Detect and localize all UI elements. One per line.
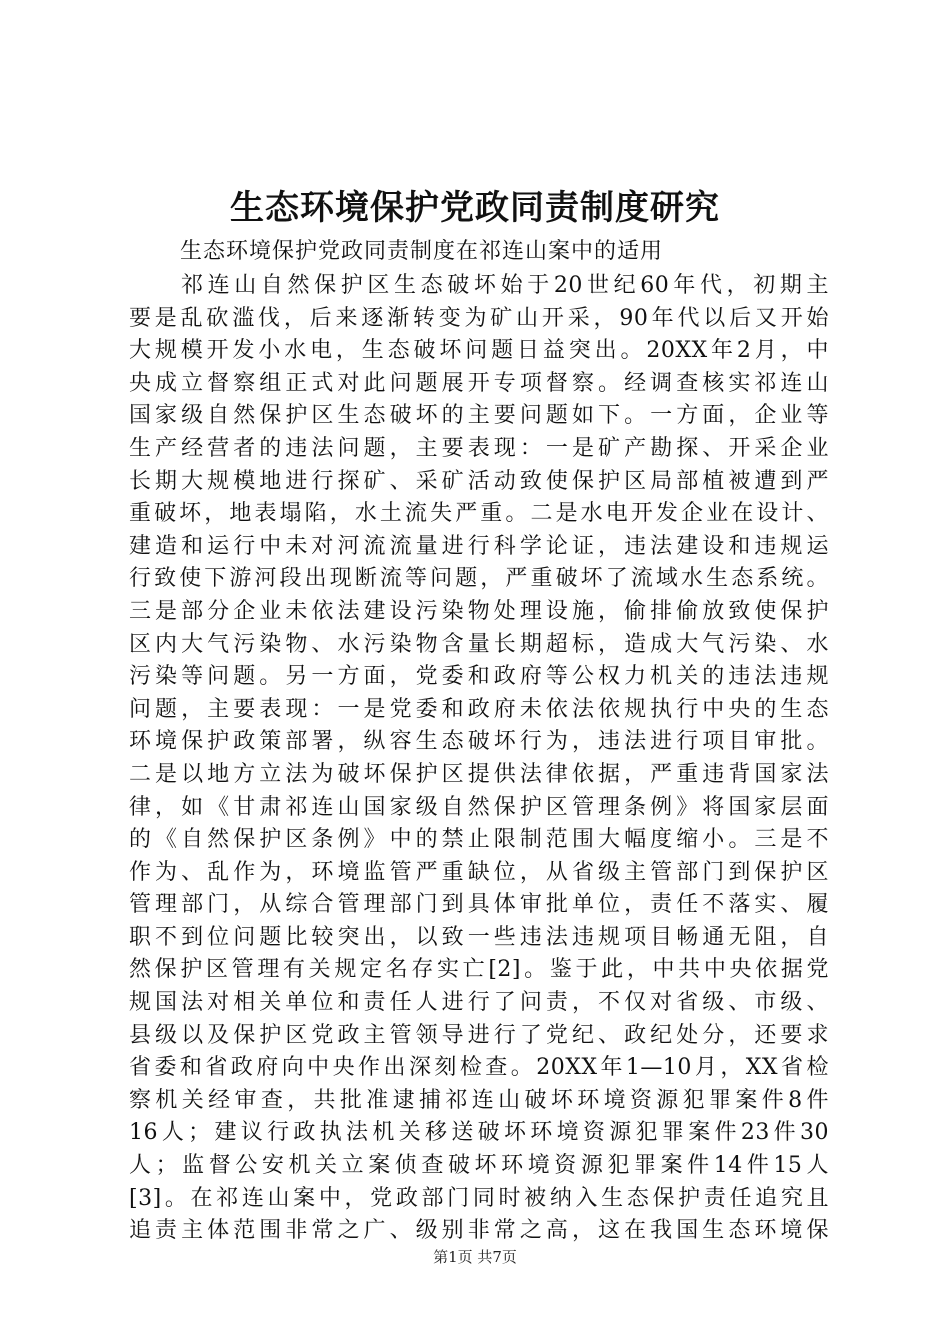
paragraph-line: 的《自然保护区条例》中的禁止限制范围大幅度缩小。三是不 bbox=[129, 827, 829, 853]
paragraph-line: 律，如《甘肃祁连山国家级自然保护区管理条例》将国家层面 bbox=[129, 794, 829, 820]
paragraph-line: 大规模开发小水电，生态破坏问题日益突出。20XX年2月，中 bbox=[129, 338, 829, 364]
paragraph-line: 环境保护政策部署，纵容生态破坏行为，违法进行项目审批。 bbox=[129, 729, 829, 755]
paragraph-line: 职不到位问题比较突出，以致一些违法违规项目畅通无阻，自 bbox=[129, 924, 829, 950]
paragraph-line: 16人；建议行政执法机关移送破坏环境资源犯罪案件23件30 bbox=[129, 1120, 829, 1146]
paragraph-line: 省委和省政府向中央作出深刻检查。20XX年1—10月，XX省检 bbox=[129, 1055, 829, 1081]
paragraph-line: 建造和运行中未对河流流量进行科学论证，违法建设和违规运 bbox=[129, 533, 829, 559]
paragraph-line: 污染等问题。另一方面，党委和政府等公权力机关的违法违规 bbox=[129, 664, 829, 690]
paragraph-line: 央成立督察组正式对此问题展开专项督察。经调查核实祁连山 bbox=[129, 370, 829, 396]
paragraph-line: 国家级自然保护区生态破坏的主要问题如下。一方面，企业等 bbox=[129, 403, 829, 429]
page-footer: 第1页 共7页 bbox=[433, 1248, 517, 1266]
paragraph-line: 人；监督公安机关立案侦查破坏环境资源犯罪案件14件15人 bbox=[129, 1153, 829, 1179]
paragraph-line: 要是乱砍滥伐，后来逐渐转变为矿山开采，90年代以后又开始 bbox=[129, 305, 829, 331]
paragraph-line: 然保护区管理有关规定名存实亡[2]。鉴于此，中共中央依据党 bbox=[129, 957, 829, 983]
paragraph-line: 县级以及保护区党政主管领导进行了党纪、政纪处分，还要求 bbox=[129, 1022, 829, 1048]
document-subtitle: 生态环境保护党政同责制度在祁连山案中的适用 bbox=[180, 239, 664, 264]
body-paragraph bbox=[129, 270, 829, 1248]
paragraph-line: 问题，主要表现：一是党委和政府未依法依规执行中央的生态 bbox=[129, 696, 829, 722]
paragraph-line: 规国法对相关单位和责任人进行了问责，不仅对省级、市级、 bbox=[129, 990, 829, 1016]
paragraph-line: 追责主体范围非常之广、级别非常之高，这在我国生态环境保 bbox=[129, 1218, 829, 1244]
paragraph-line: [3]。在祁连山案中，党政部门同时被纳入生态保护责任追究且 bbox=[129, 1185, 829, 1211]
paragraph-line: 察机关经审查，共批准逮捕祁连山破坏环境资源犯罪案件8件 bbox=[129, 1087, 829, 1113]
paragraph-line: 生产经营者的违法问题，主要表现：一是矿产勘探、开采企业 bbox=[129, 435, 829, 461]
paragraph-line: 长期大规模地进行探矿、采矿活动致使保护区局部植被遭到严 bbox=[129, 468, 829, 494]
paragraph-line: 三是部分企业未依法建设污染物处理设施，偷排偷放致使保护 bbox=[129, 598, 829, 624]
paragraph-line: 区内大气污染物、水污染物含量长期超标，造成大气污染、水 bbox=[129, 631, 829, 657]
paragraph-line: 管理部门，从综合管理部门到具体审批单位，责任不落实、履 bbox=[129, 892, 829, 918]
paragraph-line: 二是以地方立法为破坏保护区提供法律依据，严重违背国家法 bbox=[129, 761, 829, 787]
paragraph-line: 祁连山自然保护区生态破坏始于20世纪60年代，初期主 bbox=[181, 273, 829, 298]
document-title: 生态环境保护党政同责制度研究 bbox=[230, 188, 720, 228]
paragraph-line: 重破坏，地表塌陷，水土流失严重。二是水电开发企业在设计、 bbox=[129, 501, 829, 527]
paragraph-line: 行致使下游河段出现断流等问题，严重破坏了流域水生态系统。 bbox=[129, 566, 829, 592]
paragraph-line: 作为、乱作为，环境监管严重缺位，从省级主管部门到保护区 bbox=[129, 859, 829, 885]
